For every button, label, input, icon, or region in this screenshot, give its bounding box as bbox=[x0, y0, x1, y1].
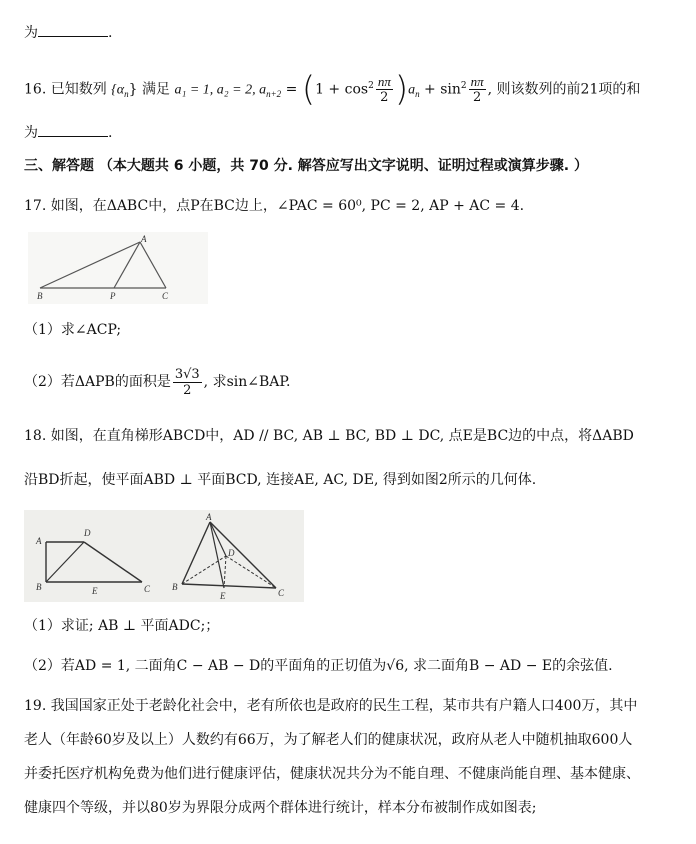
q18-fig2-label-c: C bbox=[278, 588, 285, 598]
q15-suffix: . bbox=[108, 25, 113, 41]
q18-fig2-label-b: B bbox=[172, 582, 178, 592]
q17-area-den: 2 bbox=[183, 382, 192, 398]
q18-fig2-label-d: D bbox=[228, 548, 235, 558]
q16-one-plus-cos: 1 + cos bbox=[315, 81, 369, 98]
q16-seq-close: } bbox=[128, 81, 138, 98]
q16-sin-power: 2 bbox=[460, 81, 467, 91]
q16-sin-fraction bbox=[469, 74, 486, 105]
q16-condition: a₁ = 1, a₂ = 2, a bbox=[174, 82, 267, 98]
q19-line2: 老人（年龄60岁及以上）人数约有66万，为了解老人们的健康状况，政府从老人中随机抽取600人 bbox=[24, 732, 633, 748]
q16-an-sub: n bbox=[415, 89, 420, 100]
q16-sin-num: nπ bbox=[470, 74, 484, 90]
q18-part1: （1）求证; AB ⊥ 平面ADC;； bbox=[24, 618, 220, 634]
q19-line1: 19. 我国国家正处于老龄化社会中，老有所依也是政府的民生工程，某市共有户籍人口400万，其中 bbox=[24, 698, 638, 714]
q16-blank bbox=[38, 122, 108, 137]
q18-fig1-label-a: A bbox=[36, 536, 42, 546]
q17-label-b: B bbox=[37, 291, 43, 301]
q16-sin-den: 2 bbox=[473, 90, 482, 106]
q16-seq: {α bbox=[111, 82, 125, 98]
q17-part2 bbox=[24, 364, 290, 400]
q17-label-c: C bbox=[162, 291, 169, 301]
q16-stem bbox=[24, 68, 640, 113]
q18-fig1-label-c: C bbox=[144, 584, 151, 594]
q16-text-b: 满足 bbox=[142, 81, 170, 98]
q15-prefix: 为 bbox=[24, 25, 38, 41]
q16-cos-num: nπ bbox=[377, 74, 391, 90]
q16-plus-sin: + sin bbox=[419, 81, 461, 98]
q16-eq: = bbox=[281, 81, 298, 98]
q16-answer-line bbox=[24, 122, 112, 143]
q18-fig1-label-d: D bbox=[84, 528, 91, 538]
q17-triangle-figure bbox=[28, 232, 208, 304]
q17-figure-bg bbox=[28, 232, 208, 304]
q17-label-p: P bbox=[110, 291, 116, 301]
q18-figures bbox=[24, 510, 304, 602]
q16-cos-power: 2 bbox=[368, 81, 374, 91]
q16-tail-prefix: 为 bbox=[24, 125, 38, 141]
q16-text-c: , 则该数列的前21项的和 bbox=[487, 81, 641, 98]
q18-stem-line1: 18. 如图，在直角梯形ABCD中，AD // BC, AB ⊥ BC, BD ⊥ DC, 点E是BC边的中点，将ΔABD bbox=[24, 428, 634, 444]
q17-area-num: 3√3 bbox=[174, 366, 200, 382]
q18-fig1-label-b: B bbox=[36, 582, 42, 592]
q18-fig2-label-a: A bbox=[206, 512, 212, 522]
q17-part1: （1）求∠ACP; bbox=[24, 322, 122, 338]
q18-figure-bg bbox=[24, 510, 304, 602]
q17-part2-a: （2）若ΔAPB的面积是 bbox=[24, 374, 171, 390]
q16-left-paren: ( bbox=[301, 69, 316, 110]
q16-number: 16. bbox=[24, 81, 47, 98]
q15-answer-line bbox=[24, 22, 112, 43]
q17-stem: 17. 如图，在ΔABC中，点P在BC边上，∠PAC = 60⁰, PC = 2, AP + AC = 4. bbox=[24, 198, 525, 214]
q16-seq-sub: n bbox=[124, 89, 129, 100]
q19-line3: 并委托医疗机构免费为他们进行健康评估，健康状况共分为不能自理、不健康尚能自理、基本健康、 bbox=[24, 766, 640, 782]
q19-line4: 健康四个等级，并以80岁为界限分成两个群体进行统计，样本分布被制作成如图表; bbox=[24, 800, 537, 816]
q18-part2: （2）若AD = 1, 二面角C − AB − D的平面角的正切值为√6, 求二面角B − AD − E的余弦值. bbox=[24, 658, 613, 674]
q16-tail-suffix: . bbox=[108, 125, 113, 141]
section-3-title: 三、解答题 （本大题共 6 小题，共 70 分. 解答应写出文字说明、证明过程或演算步骤. ） bbox=[24, 158, 588, 174]
q18-fig2-label-e: E bbox=[220, 591, 226, 601]
q18-stem-line2: 沿BD折起，使平面ABD ⊥ 平面BCD, 连接AE, AC, DE, 得到如图2所示的几何体. bbox=[24, 472, 537, 488]
q17-part2-b: , 求sin∠BAP. bbox=[203, 374, 291, 390]
q16-right-paren: ) bbox=[394, 69, 409, 110]
q16-cos-den: 2 bbox=[380, 90, 389, 106]
q16-text-a: 已知数列 bbox=[50, 81, 107, 98]
q16-an: a bbox=[408, 82, 416, 98]
q16-cos-fraction bbox=[376, 74, 393, 105]
q18-fig1-label-e: E bbox=[92, 586, 98, 596]
q17-label-a: A bbox=[141, 234, 147, 244]
q15-blank bbox=[38, 22, 108, 37]
q16-cond-sub: n+2 bbox=[266, 89, 282, 100]
q17-area-fraction bbox=[173, 367, 202, 398]
